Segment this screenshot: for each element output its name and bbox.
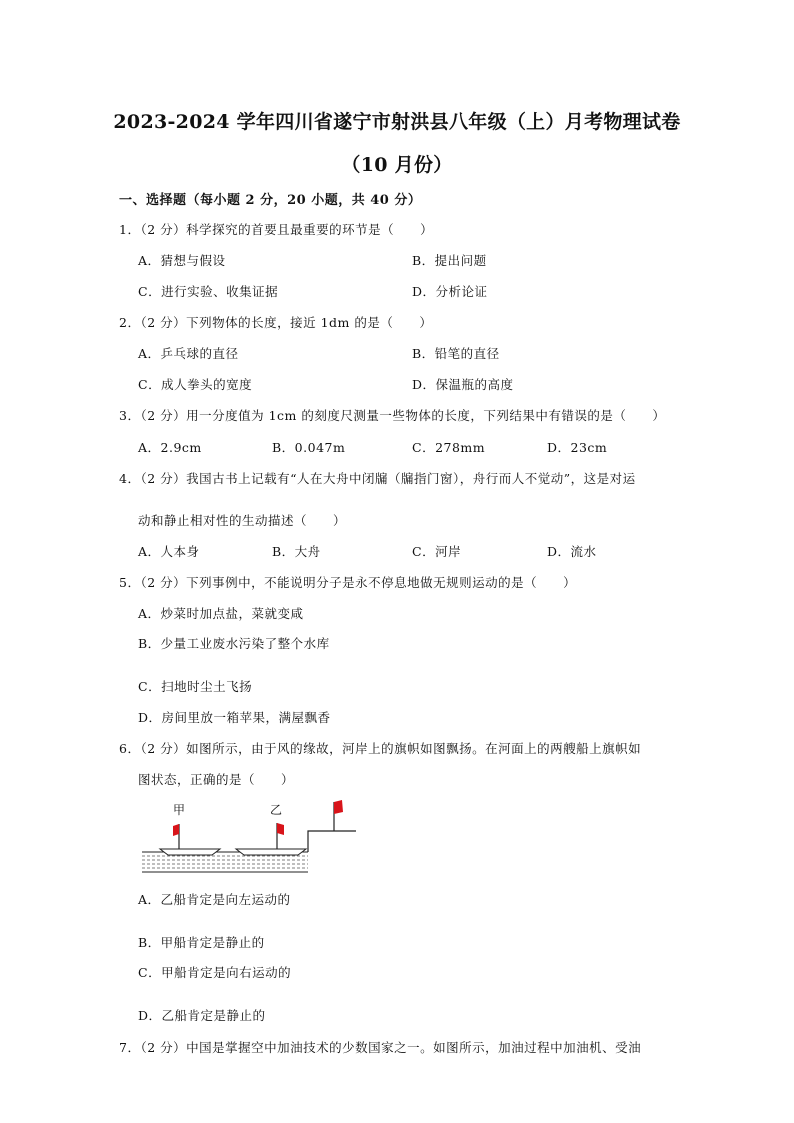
question-4-stem-line2: 动和静止相对性的生动描述（ ） [138,513,347,528]
question-6-stem-line2: 图状态，正确的是（ ） [138,772,295,787]
question-5-option-c: C．扫地时尘土飞扬 [138,679,253,694]
question-6-option-d: D．乙船肯定是静止的 [138,1008,266,1023]
question-4-option-b: B．大舟 [272,544,321,559]
boat-yi-flag-icon [277,823,284,835]
question-3-option-d: D．23cm [547,440,608,455]
question-4-option-a: A．人本身 [138,544,200,559]
question-2-stem: 2．（2 分）下列物体的长度，接近 1dm 的是（ ） [119,315,433,330]
question-1-option-c: C．进行实验、收集证据 [138,284,279,299]
question-1-option-d: D．分析论证 [412,284,488,299]
question-6-option-a: A．乙船肯定是向左运动的 [138,892,291,907]
question-1-option-b: B．提出问题 [412,253,487,268]
question-3-option-a: A．2.9cm [138,440,202,455]
boat-jia-label: 甲 [173,803,186,817]
boat-yi-label: 乙 [270,803,283,817]
question-4-option-d: D．流水 [547,544,597,559]
question-2-option-c: C．成人拳头的宽度 [138,377,253,392]
question-7-stem: 7．（2 分）中国是掌握空中加油技术的少数国家之一。如图所示，加油过程中加油机、受油 [119,1040,642,1055]
boat-yi [236,849,306,855]
exam-subtitle: （10 月份） [341,154,453,176]
question-5-stem: 5．（2 分）下列事例中，不能说明分子是永不停息地做无规则运动的是（ ） [119,575,577,590]
question-3-option-b: B．0.047m [272,440,346,455]
boat-jia [160,849,220,855]
question-1-stem: 1．（2 分）科学探究的首要且最重要的环节是（ ） [119,222,434,237]
question-3-stem: 3．（2 分）用一分度值为 1cm 的刻度尺测量一些物体的长度，下列结果中有错误的是（ ） [119,408,666,423]
question-4-stem-line1: 4．（2 分）我国古书上记载有“人在大舟中闭牖（牖指门窗），舟行而人不觉动”，这是对运 [119,471,636,486]
exam-title: 2023-2024 学年四川省遂宁市射洪县八年级（上）月考物理试卷 [113,111,681,133]
question-4-option-c: C．河岸 [412,544,462,559]
question-6-option-b: B．甲船肯定是静止的 [138,935,265,950]
question-5-option-a: A．炒菜时加点盐，菜就变咸 [138,606,304,621]
question-5-option-d: D．房间里放一箱苹果，满屋飘香 [138,710,331,725]
bank-flag-icon [334,800,343,814]
question-2-option-d: D．保温瓶的高度 [412,377,514,392]
boats-flags-figure [138,796,360,878]
section-heading: 一、选择题（每小题 2 分，20 小题，共 40 分） [119,193,422,208]
boat-jia-flag-icon [173,824,179,836]
question-5-option-b: B．少量工业废水污染了整个水库 [138,636,330,651]
question-6-option-c: C．甲船肯定是向右运动的 [138,965,292,980]
question-2-option-b: B．铅笔的直径 [412,346,500,361]
question-6-stem-line1: 6．（2 分）如图所示，由于风的缘故，河岸上的旗帜如图飘扬。在河面上的两艘船上旗帜如 [119,741,642,756]
question-1-option-a: A．猜想与假设 [138,253,226,268]
question-2-option-a: A．乒乓球的直径 [138,346,239,361]
question-3-option-c: C．278mm [412,440,486,455]
